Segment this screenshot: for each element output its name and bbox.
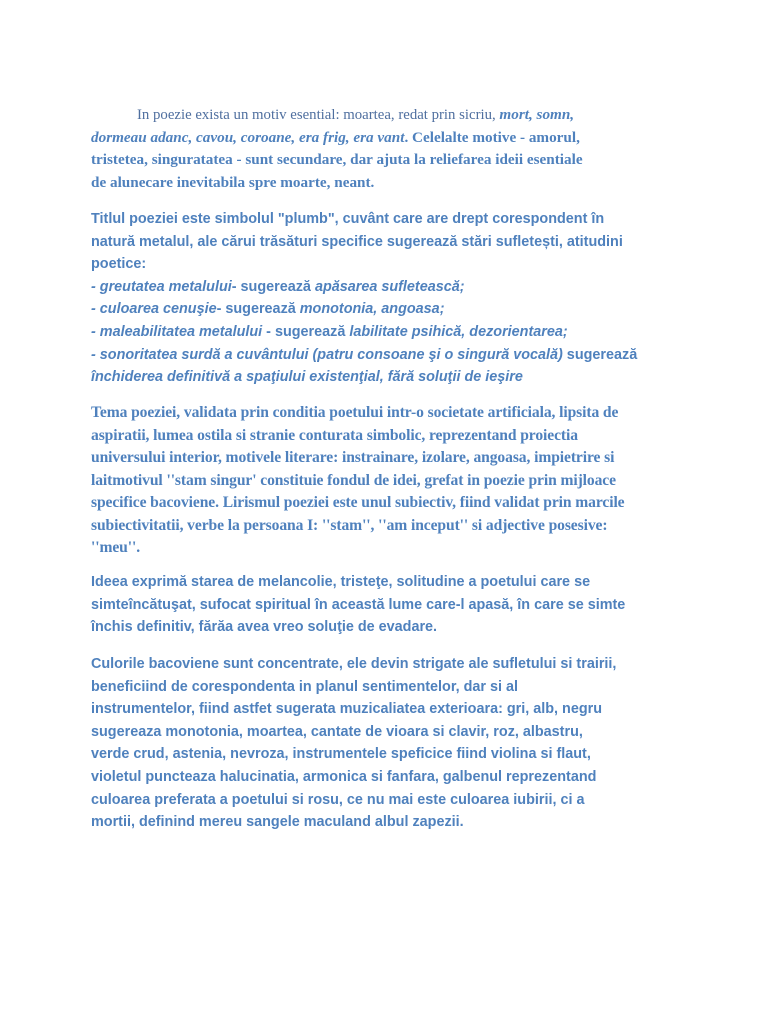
list-item-verb: - sugerează <box>262 323 350 340</box>
paragraph-theme <box>91 402 681 560</box>
paragraph-title-line-3: poetice: <box>91 256 147 273</box>
paragraph-colors-line-7: culoarea preferata a poetului si rosu, ce nu mai este culoarea iubirii, ci a <box>91 791 585 808</box>
paragraph-idea-line-1: Ideea exprimă starea de melancolie, tristeţe, solitudine a poetului care se <box>91 574 591 590</box>
paragraph-idea-line-2: simteîncătuşat, sufocat spiritual în această lume care-l apasă, în care se simte <box>91 596 626 613</box>
paragraph-title-line-5 <box>91 298 681 321</box>
paragraph-colors-line-8: mortii, definind mereu sangele maculand albul zapezii. <box>91 814 464 831</box>
paragraph-motifs-line-4: de alunecare inevitabila spre moarte, neant. <box>91 173 375 191</box>
list-item-meaning: labilitate psihică, dezorientarea; <box>349 323 568 340</box>
paragraph-theme-line-1: Tema poeziei, validata prin conditia poetului intr-o societate artificiala, lipsita de <box>91 404 619 421</box>
paragraph-title <box>91 208 681 389</box>
motifs-text: In poezie exista un motiv esential: moartea, redat prin sicriu, <box>137 107 500 123</box>
list-item-verb: - sugerează <box>231 278 315 295</box>
list-item-term: - greutatea metalului <box>91 278 232 295</box>
paragraph-motifs <box>91 104 681 194</box>
paragraph-motifs-line-3: tristetea, singuratatea - sunt secundare, dar ajuta la reliefarea ideii esentiale <box>91 151 583 169</box>
paragraph-idea-line-3: închis definitiv, fărăa avea vreo soluţie de evadare. <box>91 619 438 635</box>
paragraph-title-line-4 <box>91 276 681 299</box>
list-item-meaning: monotonia, angoasa; <box>299 301 445 318</box>
list-item-term: - sonoritatea surdă a cuvântului (patru consoane şi o singură vocală) <box>91 346 563 363</box>
paragraph-motifs-line-2 <box>91 127 681 150</box>
motifs-text-2: . Celelalte motive - amorul, <box>404 128 580 146</box>
paragraph-title-line-6 <box>91 321 681 344</box>
list-item-verb: sugerează <box>562 346 638 363</box>
paragraph-colors-line-3: instrumentelor, fiind astfet sugerata muzicaliatea exterioara: gri, alb, negru <box>91 701 603 718</box>
paragraph-theme-line-7: ''meu''. <box>91 539 141 556</box>
paragraph-colors-line-2: beneficiind de corespondenta in planul sentimentelor, dar si al <box>91 678 519 695</box>
list-item-meaning: apăsarea sufletească; <box>314 278 465 295</box>
paragraph-theme-line-5: specifice bacoviene. Lirismul poeziei este unul subiectiv, fiind validat prin marcile <box>91 494 625 511</box>
paragraph-colors-line-1: Culorile bacoviene sunt concentrate, ele devin strigate ale sufletului si trairii, <box>91 656 617 672</box>
paragraph-title-line-2: natură metalul, ale cărui trăsături specifice sugerează stări sufletești, atitudini <box>91 233 623 250</box>
paragraph-title-line-7 <box>91 344 681 367</box>
paragraph-theme-line-2: aspiratii, lumea ostila si stranie conturata simbolic, reprezentand proiectia <box>91 426 578 444</box>
paragraph-title-line-8: închiderea definitivă a spaţiului existenţial, fără soluţii de ieşire <box>91 369 523 386</box>
paragraph-theme-line-6: subiectivitatii, verbe la persoana I: ''stam'', ''am inceput'' si adjective posesive: <box>91 516 608 534</box>
paragraph-colors-line-5: verde crud, astenia, nevroza, instrumentele speficice fiind violina si flaut, <box>91 746 591 763</box>
motifs-italic-text: mort, somn, <box>499 106 575 123</box>
list-item-term: - culoarea cenuşie <box>91 301 217 318</box>
paragraph-title-line-1: Titlul poeziei este simbolul "plumb", cuvânt care are drept corespondent în <box>91 211 605 227</box>
paragraph-theme-line-3: universului interior, motivele literare: instrainare, izolare, angoasa, impietrire si <box>91 449 615 466</box>
paragraph-idea <box>91 571 681 639</box>
paragraph-colors <box>91 653 681 834</box>
paragraph-colors-line-4: sugereaza monotonia, moartea, cantate de vioara si clavir, roz, albastru, <box>91 723 583 740</box>
motifs-italic-text-2: dormeau adanc, cavou, coroane, era frig, era vant <box>91 128 405 146</box>
paragraph-theme-line-4: laitmotivul ''stam singur' constituie fondul de idei, grefat in poezie prin mijloace <box>91 471 616 489</box>
list-item-term: - maleabilitatea metalului <box>91 323 263 340</box>
paragraph-colors-line-6: violetul puncteaza halucinatia, armonica si fanfara, galbenul reprezentand <box>91 768 597 785</box>
list-item-verb: - sugerează <box>216 301 300 318</box>
paragraph-motifs-line-1 <box>91 104 681 127</box>
